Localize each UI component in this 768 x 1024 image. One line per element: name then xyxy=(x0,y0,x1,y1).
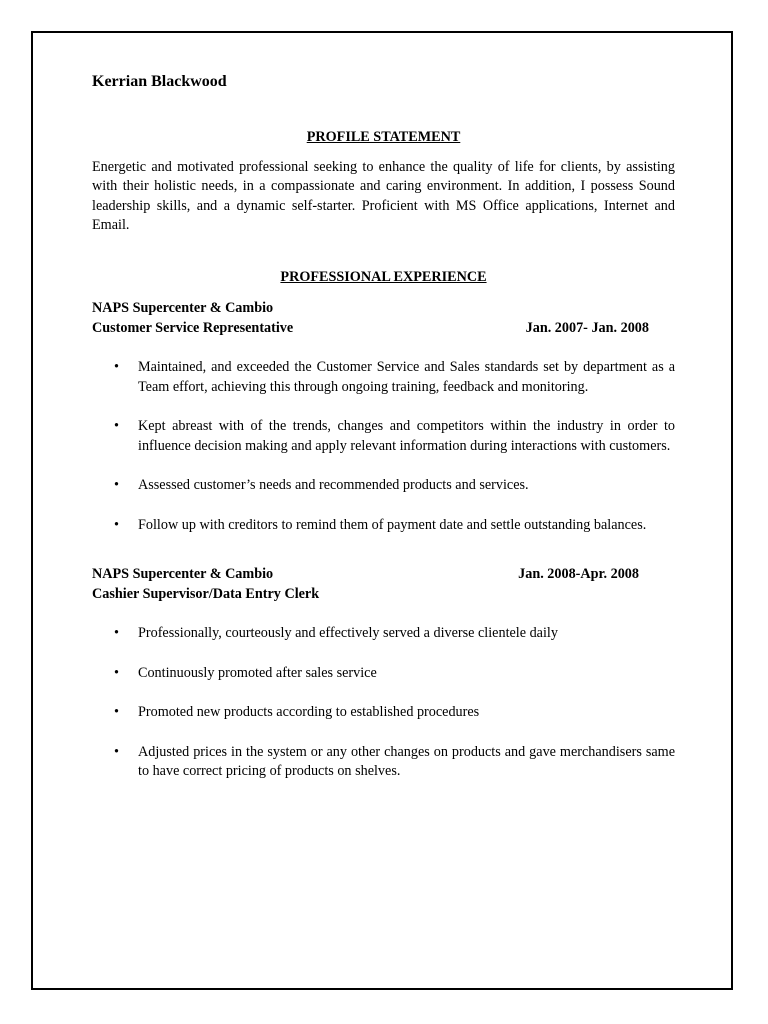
experience-heading: PROFESSIONAL EXPERIENCE xyxy=(280,268,487,285)
job-dates: Jan. 2007- Jan. 2008 xyxy=(525,319,649,336)
job-entry xyxy=(92,565,675,782)
job-duties-list xyxy=(92,358,675,535)
profile-heading: PROFILE STATEMENT xyxy=(306,129,461,145)
duty-text: Promoted new products according to established procedures xyxy=(138,704,480,720)
candidate-name: Kerrian Blackwood xyxy=(92,73,227,90)
job-entry xyxy=(92,299,675,535)
list-item xyxy=(92,743,675,782)
profile-statement: Energetic and motivated professional seeking to enhance the quality of life for clients, by assisting with their holistic needs, in a compassionate and caring environment. In addition, I possess Sound leadership skills, and a dynamic self-starter. Proficient with MS Office applications, Internet and Email. xyxy=(92,158,675,233)
job-title: Cashier Supervisor/Data Entry Clerk xyxy=(92,585,320,602)
duty-text: Continuously promoted after sales service xyxy=(138,664,377,681)
job-title: Customer Service Representative xyxy=(92,319,294,336)
job-title-line xyxy=(92,319,675,339)
bullet-icon: • xyxy=(114,359,119,375)
bullet-icon: • xyxy=(114,704,119,720)
job-duties-list xyxy=(92,624,675,782)
job-title-line xyxy=(92,585,675,605)
list-item xyxy=(92,516,675,536)
bullet-icon: • xyxy=(114,477,119,493)
duty-text: Professionally, courteously and effectively served a diverse clientele daily xyxy=(138,625,558,641)
duty-text: Adjusted prices in the system or any other changes on products and gave merchandisers same to have correct pricing of products on shelves. xyxy=(138,743,675,779)
job-company-line xyxy=(92,565,675,585)
duty-text: Assessed customer’s needs and recommended products and services. xyxy=(138,477,529,493)
bullet-icon: • xyxy=(114,516,119,533)
duty-text: Maintained, and exceeded the Customer Service and Sales standards set by department as a Team effort, achieving this through ongoing training, feedback and monitoring. xyxy=(138,359,675,395)
bullet-icon: • xyxy=(114,743,119,760)
list-item xyxy=(92,417,675,456)
duty-text: Follow up with creditors to remind them of payment date and settle outstanding balances. xyxy=(138,516,647,533)
job-company: NAPS Supercenter & Cambio xyxy=(92,566,274,582)
list-item xyxy=(92,624,675,644)
job-dates: Jan. 2008-Apr. 2008 xyxy=(518,566,639,582)
list-item xyxy=(92,703,675,723)
resume-body xyxy=(92,70,675,802)
job-company: NAPS Supercenter & Cambio xyxy=(92,300,274,316)
bullet-icon: • xyxy=(114,664,119,681)
duty-text: Kept abreast with of the trends, changes and competitors within the industry in order to influence decision making and apply relevant information during interactions with customers. xyxy=(138,418,675,454)
job-company-line xyxy=(92,299,675,319)
bullet-icon: • xyxy=(114,625,119,641)
bullet-icon: • xyxy=(114,418,119,434)
list-item xyxy=(92,664,675,684)
list-item xyxy=(92,358,675,397)
list-item xyxy=(92,476,675,496)
